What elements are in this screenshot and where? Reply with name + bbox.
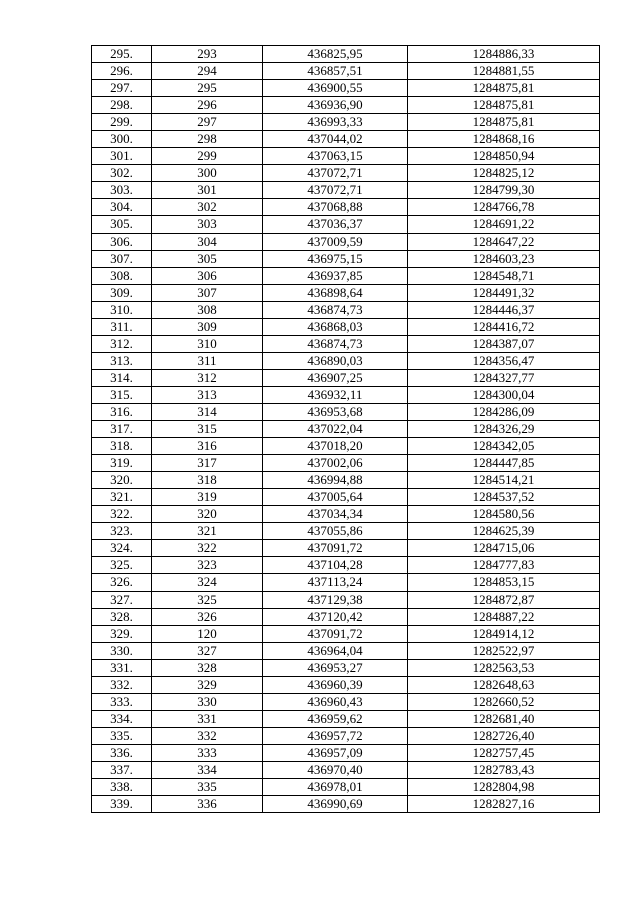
point-number-cell: 301 [152,182,263,199]
y-coordinate-cell: 1282804,98 [408,779,600,796]
row-number-cell: 316. [92,403,152,420]
point-number-cell: 331 [152,710,263,727]
point-number-cell: 323 [152,557,263,574]
row-number-cell: 310. [92,301,152,318]
y-coordinate-cell: 1282648,63 [408,676,600,693]
point-number-cell: 299 [152,148,263,165]
y-coordinate-cell: 1284603,23 [408,250,600,267]
table-row [92,608,600,625]
y-coordinate-cell: 1284387,07 [408,335,600,352]
point-number-cell: 336 [152,796,263,813]
point-number-cell: 314 [152,403,263,420]
point-number-cell: 300 [152,165,263,182]
table-row [92,744,600,761]
row-number-cell: 322. [92,506,152,523]
point-number-cell: 326 [152,608,263,625]
table-row [92,591,600,608]
y-coordinate-cell: 1282660,52 [408,693,600,710]
row-number-cell: 319. [92,455,152,472]
point-number-cell: 330 [152,693,263,710]
x-coordinate-cell: 436868,03 [263,318,408,335]
row-number-cell: 338. [92,779,152,796]
y-coordinate-cell: 1284875,81 [408,97,600,114]
row-number-cell: 335. [92,727,152,744]
point-number-cell: 328 [152,659,263,676]
table-row [92,335,600,352]
x-coordinate-cell: 436957,09 [263,744,408,761]
row-number-cell: 304. [92,199,152,216]
y-coordinate-cell: 1284881,55 [408,63,600,80]
y-coordinate-cell: 1284799,30 [408,182,600,199]
point-number-cell: 305 [152,250,263,267]
y-coordinate-cell: 1284548,71 [408,267,600,284]
x-coordinate-cell: 437018,20 [263,438,408,455]
table-row [92,710,600,727]
point-number-cell: 333 [152,744,263,761]
y-coordinate-cell: 1284537,52 [408,489,600,506]
table-row [92,131,600,148]
x-coordinate-cell: 437129,38 [263,591,408,608]
row-number-cell: 297. [92,80,152,97]
point-number-cell: 335 [152,779,263,796]
point-number-cell: 313 [152,386,263,403]
y-coordinate-cell: 1284875,81 [408,114,600,131]
point-number-cell: 306 [152,267,263,284]
y-coordinate-cell: 1284766,78 [408,199,600,216]
row-number-cell: 300. [92,131,152,148]
x-coordinate-cell: 437072,71 [263,165,408,182]
y-coordinate-cell: 1284514,21 [408,472,600,489]
table-row [92,693,600,710]
y-coordinate-cell: 1282522,97 [408,642,600,659]
x-coordinate-cell: 437034,34 [263,506,408,523]
row-number-cell: 313. [92,352,152,369]
x-coordinate-cell: 437009,59 [263,233,408,250]
row-number-cell: 325. [92,557,152,574]
table-row [92,148,600,165]
x-coordinate-cell: 436932,11 [263,386,408,403]
row-number-cell: 320. [92,472,152,489]
row-number-cell: 309. [92,284,152,301]
table-row [92,779,600,796]
table-row [92,352,600,369]
y-coordinate-cell: 1284356,47 [408,352,600,369]
point-number-cell: 316 [152,438,263,455]
y-coordinate-cell: 1282681,40 [408,710,600,727]
row-number-cell: 305. [92,216,152,233]
row-number-cell: 295. [92,46,152,63]
coordinates-table [91,45,600,813]
y-coordinate-cell: 1284715,06 [408,540,600,557]
point-number-cell: 304 [152,233,263,250]
table-row [92,506,600,523]
table-row [92,557,600,574]
row-number-cell: 307. [92,250,152,267]
table-row [92,676,600,693]
y-coordinate-cell: 1284872,87 [408,591,600,608]
row-number-cell: 334. [92,710,152,727]
table-row [92,659,600,676]
x-coordinate-cell: 437091,72 [263,625,408,642]
point-number-cell: 302 [152,199,263,216]
row-number-cell: 323. [92,523,152,540]
row-number-cell: 296. [92,63,152,80]
row-number-cell: 337. [92,761,152,778]
table-row [92,46,600,63]
x-coordinate-cell: 436953,68 [263,403,408,420]
row-number-cell: 329. [92,625,152,642]
row-number-cell: 308. [92,267,152,284]
x-coordinate-cell: 436874,73 [263,335,408,352]
x-coordinate-cell: 437063,15 [263,148,408,165]
x-coordinate-cell: 436990,69 [263,796,408,813]
x-coordinate-cell: 437113,24 [263,574,408,591]
x-coordinate-cell: 437005,64 [263,489,408,506]
x-coordinate-cell: 436937,85 [263,267,408,284]
table-row [92,642,600,659]
y-coordinate-cell: 1284447,85 [408,455,600,472]
row-number-cell: 311. [92,318,152,335]
point-number-cell: 319 [152,489,263,506]
x-coordinate-cell: 437072,71 [263,182,408,199]
point-number-cell: 303 [152,216,263,233]
point-number-cell: 332 [152,727,263,744]
x-coordinate-cell: 436907,25 [263,369,408,386]
table-row [92,63,600,80]
y-coordinate-cell: 1284853,15 [408,574,600,591]
point-number-cell: 293 [152,46,263,63]
x-coordinate-cell: 436964,04 [263,642,408,659]
row-number-cell: 314. [92,369,152,386]
table-row [92,625,600,642]
table-row [92,267,600,284]
y-coordinate-cell: 1284647,22 [408,233,600,250]
row-number-cell: 306. [92,233,152,250]
point-number-cell: 296 [152,97,263,114]
point-number-cell: 295 [152,80,263,97]
x-coordinate-cell: 437068,88 [263,199,408,216]
table-row [92,284,600,301]
row-number-cell: 302. [92,165,152,182]
point-number-cell: 309 [152,318,263,335]
x-coordinate-cell: 436960,39 [263,676,408,693]
x-coordinate-cell: 436959,62 [263,710,408,727]
point-number-cell: 315 [152,421,263,438]
table-row [92,761,600,778]
x-coordinate-cell: 437104,28 [263,557,408,574]
y-coordinate-cell: 1284342,05 [408,438,600,455]
row-number-cell: 321. [92,489,152,506]
point-number-cell: 298 [152,131,263,148]
row-number-cell: 324. [92,540,152,557]
x-coordinate-cell: 436936,90 [263,97,408,114]
point-number-cell: 325 [152,591,263,608]
row-number-cell: 301. [92,148,152,165]
table-row [92,301,600,318]
y-coordinate-cell: 1284286,09 [408,403,600,420]
row-number-cell: 328. [92,608,152,625]
table-row [92,796,600,813]
x-coordinate-cell: 436825,95 [263,46,408,63]
table-row [92,318,600,335]
x-coordinate-cell: 436978,01 [263,779,408,796]
row-number-cell: 315. [92,386,152,403]
table-row [92,438,600,455]
y-coordinate-cell: 1282726,40 [408,727,600,744]
x-coordinate-cell: 437044,02 [263,131,408,148]
table-row [92,250,600,267]
point-number-cell: 307 [152,284,263,301]
x-coordinate-cell: 437022,04 [263,421,408,438]
y-coordinate-cell: 1284850,94 [408,148,600,165]
row-number-cell: 326. [92,574,152,591]
table-row [92,489,600,506]
table-row [92,574,600,591]
row-number-cell: 331. [92,659,152,676]
y-coordinate-cell: 1284580,56 [408,506,600,523]
row-number-cell: 333. [92,693,152,710]
x-coordinate-cell: 436975,15 [263,250,408,267]
point-number-cell: 322 [152,540,263,557]
point-number-cell: 311 [152,352,263,369]
table-row [92,114,600,131]
x-coordinate-cell: 437055,86 [263,523,408,540]
x-coordinate-cell: 437002,06 [263,455,408,472]
y-coordinate-cell: 1284777,83 [408,557,600,574]
table-row [92,472,600,489]
row-number-cell: 339. [92,796,152,813]
table-row [92,216,600,233]
x-coordinate-cell: 436957,72 [263,727,408,744]
point-number-cell: 324 [152,574,263,591]
y-coordinate-cell: 1284416,72 [408,318,600,335]
table-row [92,369,600,386]
y-coordinate-cell: 1282827,16 [408,796,600,813]
table-row [92,403,600,420]
y-coordinate-cell: 1284825,12 [408,165,600,182]
y-coordinate-cell: 1284446,37 [408,301,600,318]
table-row [92,165,600,182]
row-number-cell: 303. [92,182,152,199]
table-row [92,199,600,216]
point-number-cell: 320 [152,506,263,523]
row-number-cell: 299. [92,114,152,131]
table-row [92,182,600,199]
y-coordinate-cell: 1282757,45 [408,744,600,761]
x-coordinate-cell: 436994,88 [263,472,408,489]
row-number-cell: 317. [92,421,152,438]
x-coordinate-cell: 437036,37 [263,216,408,233]
row-number-cell: 332. [92,676,152,693]
x-coordinate-cell: 436857,51 [263,63,408,80]
point-number-cell: 321 [152,523,263,540]
y-coordinate-cell: 1282563,53 [408,659,600,676]
table-row [92,233,600,250]
table-row [92,455,600,472]
point-number-cell: 310 [152,335,263,352]
x-coordinate-cell: 437091,72 [263,540,408,557]
y-coordinate-cell: 1284327,77 [408,369,600,386]
x-coordinate-cell: 436970,40 [263,761,408,778]
row-number-cell: 327. [92,591,152,608]
table-row [92,97,600,114]
row-number-cell: 312. [92,335,152,352]
table-row [92,80,600,97]
x-coordinate-cell: 436890,03 [263,352,408,369]
point-number-cell: 120 [152,625,263,642]
x-coordinate-cell: 436874,73 [263,301,408,318]
y-coordinate-cell: 1284875,81 [408,80,600,97]
x-coordinate-cell: 437120,42 [263,608,408,625]
y-coordinate-cell: 1284326,29 [408,421,600,438]
point-number-cell: 317 [152,455,263,472]
y-coordinate-cell: 1284491,32 [408,284,600,301]
y-coordinate-cell: 1284300,04 [408,386,600,403]
table-row [92,540,600,557]
coordinates-table-body [92,46,600,813]
point-number-cell: 308 [152,301,263,318]
x-coordinate-cell: 436993,33 [263,114,408,131]
table-row [92,421,600,438]
x-coordinate-cell: 436900,55 [263,80,408,97]
point-number-cell: 329 [152,676,263,693]
y-coordinate-cell: 1284887,22 [408,608,600,625]
y-coordinate-cell: 1282783,43 [408,761,600,778]
table-row [92,727,600,744]
point-number-cell: 312 [152,369,263,386]
x-coordinate-cell: 436898,64 [263,284,408,301]
x-coordinate-cell: 436953,27 [263,659,408,676]
point-number-cell: 318 [152,472,263,489]
row-number-cell: 298. [92,97,152,114]
point-number-cell: 327 [152,642,263,659]
y-coordinate-cell: 1284691,22 [408,216,600,233]
point-number-cell: 334 [152,761,263,778]
y-coordinate-cell: 1284625,39 [408,523,600,540]
row-number-cell: 330. [92,642,152,659]
row-number-cell: 336. [92,744,152,761]
y-coordinate-cell: 1284886,33 [408,46,600,63]
table-row [92,523,600,540]
point-number-cell: 294 [152,63,263,80]
y-coordinate-cell: 1284868,16 [408,131,600,148]
y-coordinate-cell: 1284914,12 [408,625,600,642]
x-coordinate-cell: 436960,43 [263,693,408,710]
row-number-cell: 318. [92,438,152,455]
table-row [92,386,600,403]
point-number-cell: 297 [152,114,263,131]
